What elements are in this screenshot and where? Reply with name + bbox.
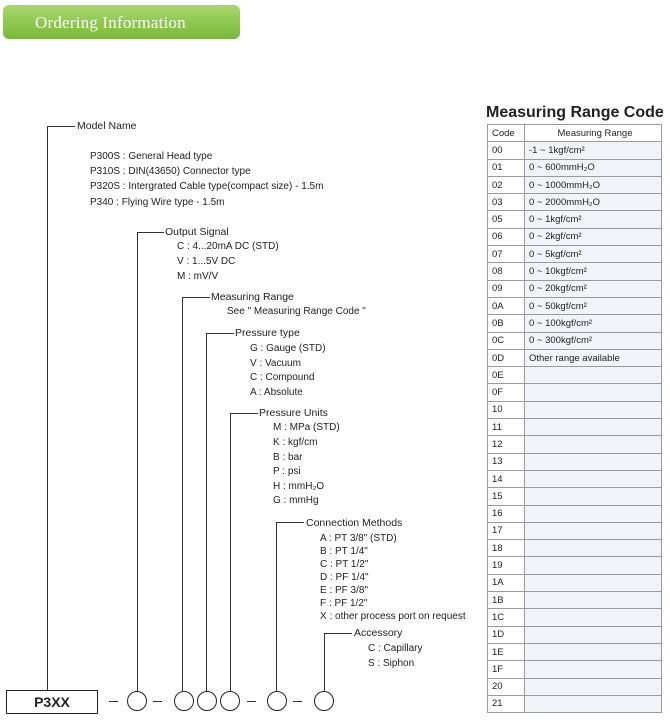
acc-leader-line: [324, 633, 325, 691]
table-row: [488, 419, 662, 436]
range-code-cell: 13: [488, 453, 525, 470]
range-value-cell: [525, 367, 662, 384]
model-option: P300S : General Head type: [90, 151, 213, 162]
separator-dash: [109, 701, 118, 702]
range-value-cell: [525, 678, 662, 695]
range-code-cell: 0E: [488, 367, 525, 384]
range-value-cell: 0 ~ 5kgf/cm²: [525, 246, 662, 263]
pressure-unit-option: M : MPa (STD): [273, 422, 340, 433]
section-banner: [3, 5, 240, 39]
table-row: [488, 609, 662, 626]
range-code-cell: 01: [488, 159, 525, 176]
range-code-cell: 06: [488, 228, 525, 245]
range-value-cell: [525, 470, 662, 487]
pressure-type-option: V : Vacuum: [250, 358, 301, 369]
pressure-type-option: A : Absolute: [250, 387, 303, 398]
range-code-cell: 0C: [488, 332, 525, 349]
range-code-cell: 07: [488, 246, 525, 263]
connection-methods-label: Connection Methods: [306, 517, 403, 529]
range-value-cell: 0 ~ 50kgf/cm²: [525, 297, 662, 314]
table-row: [488, 661, 662, 678]
range-value-cell: [525, 592, 662, 609]
output-option: M : mV/V: [177, 271, 219, 282]
conn-leader-tick: [276, 522, 304, 523]
range-value-cell: [525, 488, 662, 505]
table-row: [488, 246, 662, 263]
table-row: [488, 436, 662, 453]
pressure-unit-option: K : kgf/cm: [273, 437, 318, 448]
table-row: [488, 453, 662, 470]
accessory-option: S : Siphon: [368, 658, 415, 669]
units-leader-line: [230, 413, 231, 691]
table-row: [488, 228, 662, 245]
range-value-cell: 0 ~ 1000mmH₂O: [525, 176, 662, 193]
range-code-cell: 12: [488, 436, 525, 453]
table-row: [488, 176, 662, 193]
range-leader-tick: [182, 297, 210, 298]
table-row: [488, 626, 662, 643]
range-value-cell: [525, 522, 662, 539]
range-table-title: Measuring Range Code: [486, 104, 664, 121]
measuring-range-label: Measuring Range: [211, 291, 294, 303]
range-value-cell: 0 ~ 600mmH₂O: [525, 159, 662, 176]
connection-option: A : PT 3/8" (STD): [320, 533, 397, 544]
table-row: [488, 401, 662, 418]
range-code-circle: [174, 691, 194, 711]
range-code-cell: 1D: [488, 626, 525, 643]
range-value-cell: [525, 574, 662, 591]
header-measuring-range: Measuring Range: [525, 125, 662, 142]
model-leader-line: [47, 126, 48, 690]
range-code-cell: 0A: [488, 297, 525, 314]
range-value-cell: -1 ~ 1kgf/cm²: [525, 142, 662, 159]
pressure-units-label: Pressure Units: [259, 407, 328, 419]
table-row: [488, 574, 662, 591]
table-row: [488, 695, 662, 712]
range-code-cell: 10: [488, 401, 525, 418]
range-code-cell: 05: [488, 211, 525, 228]
table-row: [488, 505, 662, 522]
model-leader-tick: [47, 126, 75, 127]
banner-title: Ordering Information: [35, 13, 186, 32]
table-row: [488, 142, 662, 159]
range-code-cell: 17: [488, 522, 525, 539]
table-row: [488, 540, 662, 557]
table-row: [488, 470, 662, 487]
range-value-cell: 0 ~ 20kgf/cm²: [525, 280, 662, 297]
range-code-table: [487, 124, 662, 713]
table-row: [488, 297, 662, 314]
range-value-cell: [525, 643, 662, 660]
range-value-cell: 0 ~ 300kgf/cm²: [525, 332, 662, 349]
range-value-cell: [525, 436, 662, 453]
table-row: [488, 557, 662, 574]
table-header-row: [488, 125, 662, 142]
connection-option: B : PT 1/4": [320, 546, 368, 557]
range-code-cell: 09: [488, 280, 525, 297]
range-code-cell: 00: [488, 142, 525, 159]
accessory-label: Accessory: [354, 627, 403, 639]
range-value-cell: [525, 695, 662, 712]
pressure-unit-option: H : mmH₂O: [273, 481, 325, 492]
connection-option: X : other process port on request: [320, 611, 466, 622]
separator-dash: [153, 701, 162, 702]
pressure-type-option: C : Compound: [250, 372, 315, 383]
range-code-cell: 14: [488, 470, 525, 487]
range-leader-line: [182, 297, 183, 691]
model-option: P320S : Intergrated Cable type(compact size) - 1.5m: [90, 181, 324, 192]
range-value-cell: 0 ~ 2000mmH₂O: [525, 194, 662, 211]
output-leader-line: [137, 232, 138, 691]
conn-leader-line: [276, 522, 277, 691]
table-row: [488, 522, 662, 539]
measuring-range-note: See " Measuring Range Code ": [227, 306, 366, 317]
table-row: [488, 384, 662, 401]
table-row: [488, 349, 662, 366]
connection-option: C : PT 1/2": [320, 559, 369, 570]
range-code-cell: 20: [488, 678, 525, 695]
acc-leader-tick: [324, 633, 352, 634]
range-code-cell: 18: [488, 540, 525, 557]
connection-option: E : PF 3/8": [320, 585, 369, 596]
range-value-cell: [525, 661, 662, 678]
model-option: P310S : DIN(43650) Connector type: [90, 166, 251, 177]
connection-code-circle: [267, 691, 287, 711]
connection-option: F : PF 1/2": [320, 598, 368, 609]
model-option: P340 : Flying Wire type - 1.5m: [90, 197, 225, 208]
separator-dash: [247, 701, 256, 702]
table-row: [488, 211, 662, 228]
table-row: [488, 332, 662, 349]
range-value-cell: 0 ~ 1kgf/cm²: [525, 211, 662, 228]
range-value-cell: [525, 401, 662, 418]
range-code-cell: 1A: [488, 574, 525, 591]
table-row: [488, 488, 662, 505]
model-name-label: Model Name: [77, 120, 137, 132]
range-value-cell: [525, 453, 662, 470]
accessory-code-circle: [314, 691, 334, 711]
table-row: [488, 194, 662, 211]
range-code-cell: 0D: [488, 349, 525, 366]
model-code-box: P3XX: [6, 690, 98, 714]
range-value-cell: [525, 609, 662, 626]
range-code-cell: 15: [488, 488, 525, 505]
pressure-unit-option: B : bar: [273, 452, 303, 463]
range-code-cell: 02: [488, 176, 525, 193]
table-row: [488, 315, 662, 332]
range-value-cell: 0 ~ 100kgf/cm²: [525, 315, 662, 332]
ptype-leader-line: [206, 333, 207, 691]
table-row: [488, 592, 662, 609]
pressure-type-label: Pressure type: [235, 327, 300, 339]
units-code-circle: [220, 691, 240, 711]
pressure-unit-option: P : psi: [273, 466, 301, 477]
pressure-unit-option: G : mmHg: [273, 495, 319, 506]
ptype-code-circle: [197, 691, 217, 711]
table-row: [488, 643, 662, 660]
output-option: C : 4...20mA DC (STD): [177, 241, 279, 252]
range-value-cell: [525, 384, 662, 401]
separator-dash: [293, 701, 302, 702]
table-row: [488, 159, 662, 176]
range-value-cell: Other range available: [525, 349, 662, 366]
range-value-cell: [525, 540, 662, 557]
table-row: [488, 263, 662, 280]
output-code-circle: [127, 691, 147, 711]
range-code-cell: 19: [488, 557, 525, 574]
output-signal-label: Output Signal: [165, 226, 229, 238]
ptype-leader-tick: [206, 333, 234, 334]
range-code-cell: 1F: [488, 661, 525, 678]
pressure-type-option: G : Gauge (STD): [250, 343, 326, 354]
range-code-cell: 11: [488, 419, 525, 436]
range-value-cell: [525, 419, 662, 436]
range-code-cell: 21: [488, 695, 525, 712]
units-leader-tick: [230, 413, 258, 414]
range-code-cell: 0B: [488, 315, 525, 332]
range-code-cell: 1C: [488, 609, 525, 626]
range-code-cell: 03: [488, 194, 525, 211]
accessory-option: C : Capillary: [368, 643, 423, 654]
range-value-cell: 0 ~ 10kgf/cm²: [525, 263, 662, 280]
table-row: [488, 367, 662, 384]
range-table-body: [488, 142, 662, 713]
range-value-cell: [525, 626, 662, 643]
range-value-cell: [525, 505, 662, 522]
table-row: [488, 280, 662, 297]
output-option: V : 1...5V DC: [177, 256, 236, 267]
connection-option: D : PF 1/4": [320, 572, 369, 583]
range-code-cell: 08: [488, 263, 525, 280]
range-code-cell: 1E: [488, 643, 525, 660]
output-leader-tick: [137, 232, 164, 233]
range-code-cell: 0F: [488, 384, 525, 401]
range-code-cell: 1B: [488, 592, 525, 609]
header-code: Code: [488, 125, 525, 142]
table-row: [488, 678, 662, 695]
range-value-cell: [525, 557, 662, 574]
range-value-cell: 0 ~ 2kgf/cm²: [525, 228, 662, 245]
range-code-cell: 16: [488, 505, 525, 522]
